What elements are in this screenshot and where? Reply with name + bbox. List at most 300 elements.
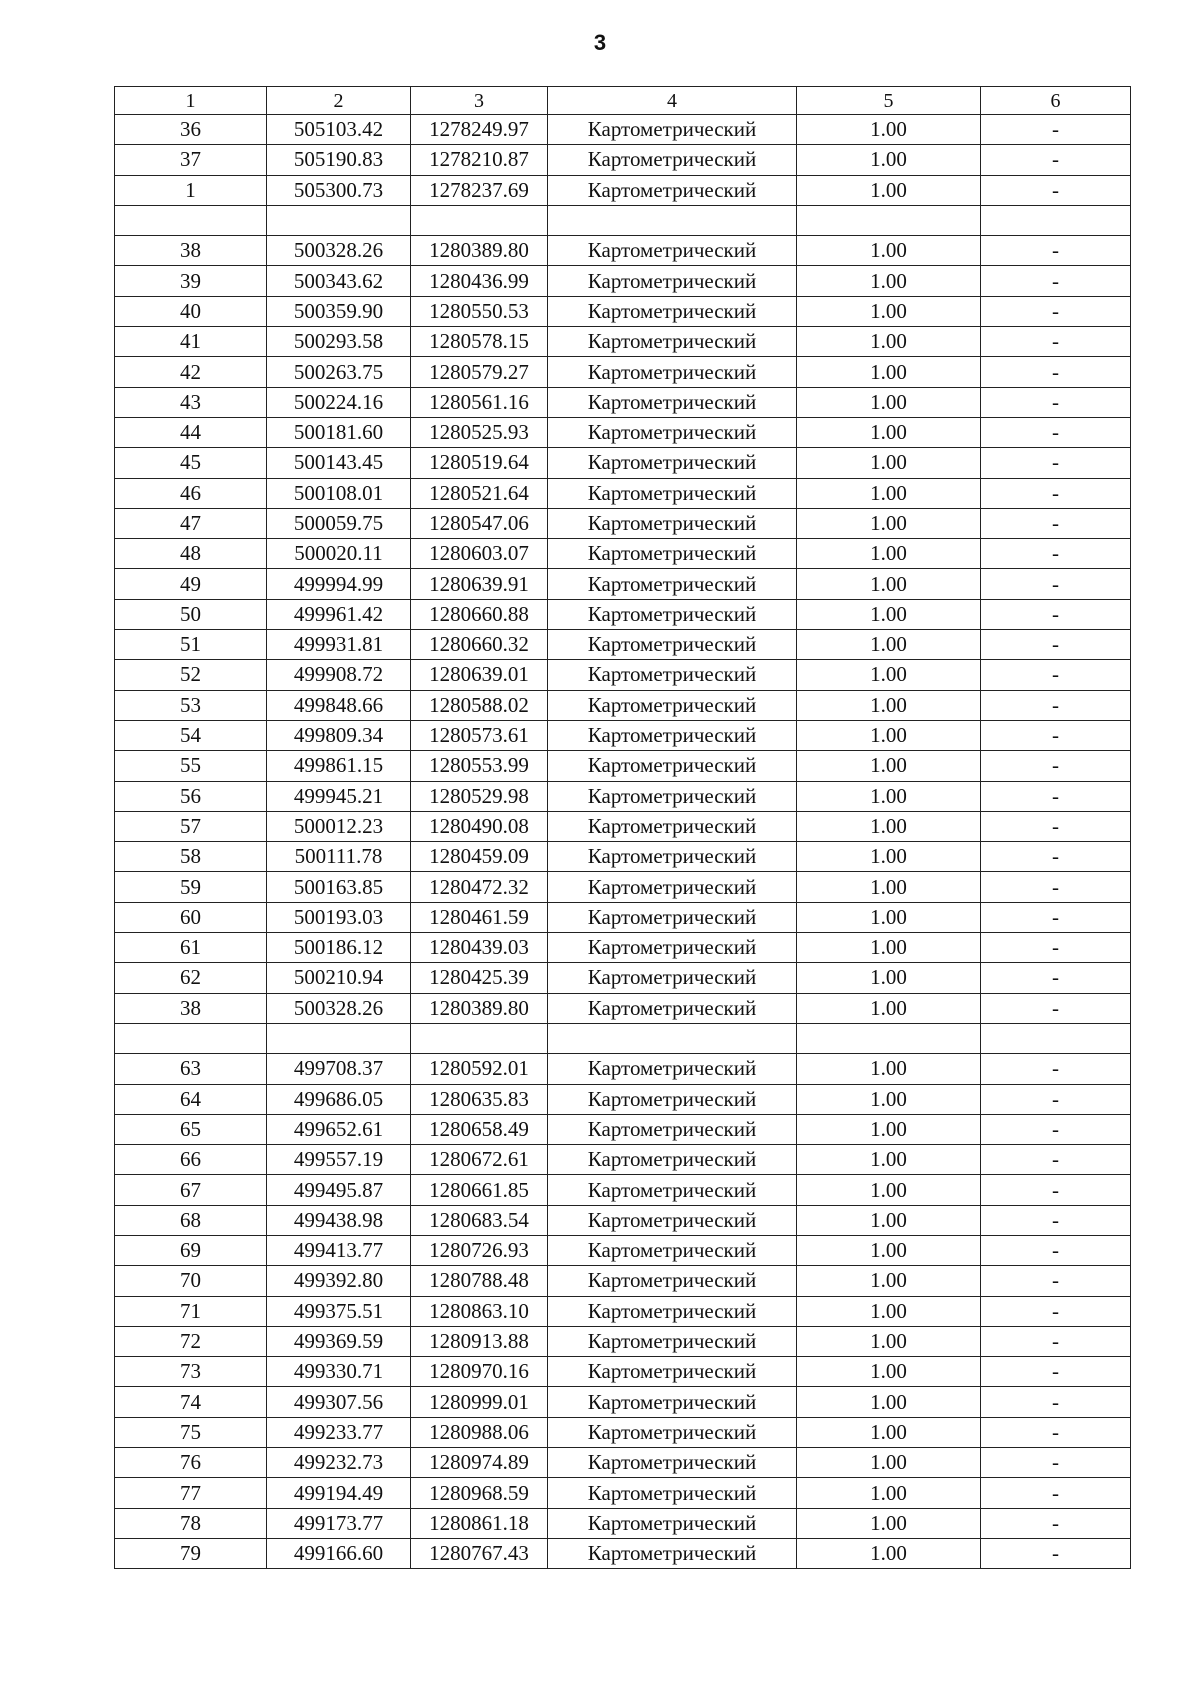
note-cell: - [981,1387,1131,1417]
method-cell: Картометрический [548,1235,797,1265]
method-cell: Картометрический [548,1175,797,1205]
accuracy-cell: 1.00 [797,357,981,387]
accuracy-cell: 1.00 [797,933,981,963]
y-coordinate-cell [411,205,548,235]
note-cell: - [981,296,1131,326]
method-cell: Картометрический [548,357,797,387]
accuracy-cell: 1.00 [797,1266,981,1296]
note-cell: - [981,1417,1131,1447]
note-cell: - [981,660,1131,690]
y-coordinate-cell: 1280472.32 [411,872,548,902]
accuracy-cell: 1.00 [797,781,981,811]
x-coordinate-cell: 499173.77 [267,1508,411,1538]
separator-row [115,1023,1131,1053]
table-row [115,1538,1131,1568]
x-coordinate-cell: 499931.81 [267,630,411,660]
point-number-cell: 38 [115,993,267,1023]
y-coordinate-cell: 1280639.91 [411,569,548,599]
y-coordinate-cell: 1280603.07 [411,539,548,569]
accuracy-cell: 1.00 [797,902,981,932]
point-number-cell: 63 [115,1054,267,1084]
note-cell: - [981,1205,1131,1235]
table-row [115,1478,1131,1508]
method-cell: Картометрический [548,1417,797,1447]
x-coordinate-cell: 500181.60 [267,417,411,447]
point-number-cell: 46 [115,478,267,508]
note-cell: - [981,933,1131,963]
note-cell: - [981,1357,1131,1387]
y-coordinate-cell: 1280519.64 [411,448,548,478]
y-coordinate-cell: 1280658.49 [411,1114,548,1144]
accuracy-cell: 1.00 [797,1417,981,1447]
point-number-cell: 55 [115,751,267,781]
note-cell: - [981,1326,1131,1356]
method-cell: Картометрический [548,539,797,569]
x-coordinate-cell: 499708.37 [267,1054,411,1084]
y-coordinate-cell: 1280672.61 [411,1145,548,1175]
note-cell: - [981,1296,1131,1326]
table-row [115,1266,1131,1296]
x-coordinate-cell: 499307.56 [267,1387,411,1417]
accuracy-cell [797,205,981,235]
x-coordinate-cell: 499495.87 [267,1175,411,1205]
x-coordinate-cell: 499994.99 [267,569,411,599]
note-cell: - [981,811,1131,841]
y-coordinate-cell: 1280988.06 [411,1417,548,1447]
table-row [115,690,1131,720]
column-header: 5 [797,87,981,115]
accuracy-cell: 1.00 [797,1235,981,1265]
x-coordinate-cell: 500210.94 [267,963,411,993]
table-row [115,357,1131,387]
note-cell: - [981,902,1131,932]
y-coordinate-cell: 1280660.88 [411,599,548,629]
accuracy-cell: 1.00 [797,508,981,538]
note-cell: - [981,630,1131,660]
column-header: 1 [115,87,267,115]
point-number-cell: 67 [115,1175,267,1205]
point-number-cell: 65 [115,1114,267,1144]
y-coordinate-cell: 1280767.43 [411,1538,548,1568]
note-cell: - [981,993,1131,1023]
point-number-cell: 69 [115,1235,267,1265]
table-row [115,1114,1131,1144]
point-number-cell: 40 [115,296,267,326]
x-coordinate-cell: 499166.60 [267,1538,411,1568]
note-cell: - [981,720,1131,750]
table-row [115,1326,1131,1356]
note-cell: - [981,1538,1131,1568]
y-coordinate-cell: 1280439.03 [411,933,548,963]
column-header: 3 [411,87,548,115]
accuracy-cell: 1.00 [797,720,981,750]
accuracy-cell: 1.00 [797,236,981,266]
x-coordinate-cell: 499961.42 [267,599,411,629]
table-row [115,660,1131,690]
accuracy-cell: 1.00 [797,1508,981,1538]
point-number-cell: 54 [115,720,267,750]
method-cell: Картометрический [548,963,797,993]
note-cell: - [981,448,1131,478]
method-cell: Картометрический [548,266,797,296]
note-cell: - [981,842,1131,872]
note-cell: - [981,1266,1131,1296]
point-number-cell: 58 [115,842,267,872]
y-coordinate-cell: 1280788.48 [411,1266,548,1296]
method-cell: Картометрический [548,599,797,629]
y-coordinate-cell: 1280550.53 [411,296,548,326]
note-cell [981,205,1131,235]
table-row [115,478,1131,508]
accuracy-cell: 1.00 [797,478,981,508]
note-cell: - [981,1508,1131,1538]
point-number-cell: 49 [115,569,267,599]
note-cell: - [981,569,1131,599]
x-coordinate-cell: 500012.23 [267,811,411,841]
x-coordinate-cell: 499861.15 [267,751,411,781]
accuracy-cell: 1.00 [797,1175,981,1205]
note-cell: - [981,236,1131,266]
x-coordinate-cell: 500163.85 [267,872,411,902]
table-row [115,417,1131,447]
accuracy-cell: 1.00 [797,1084,981,1114]
method-cell: Картометрический [548,933,797,963]
point-number-cell: 76 [115,1448,267,1478]
method-cell: Картометрический [548,1114,797,1144]
x-coordinate-cell: 500193.03 [267,902,411,932]
table-row [115,811,1131,841]
method-cell: Картометрический [548,842,797,872]
y-coordinate-cell: 1280459.09 [411,842,548,872]
method-cell: Картометрический [548,1205,797,1235]
note-cell: - [981,508,1131,538]
page-number: 3 [593,30,607,55]
table-row [115,266,1131,296]
accuracy-cell: 1.00 [797,1205,981,1235]
note-cell: - [981,1054,1131,1084]
accuracy-cell: 1.00 [797,660,981,690]
accuracy-cell: 1.00 [797,1538,981,1568]
table-body [115,87,1131,1569]
x-coordinate-cell: 499848.66 [267,690,411,720]
accuracy-cell: 1.00 [797,448,981,478]
table-row [115,872,1131,902]
method-cell: Картометрический [548,1448,797,1478]
note-cell: - [981,266,1131,296]
x-coordinate-cell: 499945.21 [267,781,411,811]
method-cell: Картометрический [548,569,797,599]
y-coordinate-cell [411,1023,548,1053]
table-row [115,963,1131,993]
y-coordinate-cell: 1280579.27 [411,357,548,387]
table-row [115,1387,1131,1417]
method-cell: Картометрический [548,387,797,417]
point-number-cell: 60 [115,902,267,932]
accuracy-cell: 1.00 [797,175,981,205]
note-cell [981,1023,1131,1053]
method-cell: Картометрический [548,1296,797,1326]
point-number-cell: 1 [115,175,267,205]
x-coordinate-cell: 500108.01 [267,478,411,508]
x-coordinate-cell: 499194.49 [267,1478,411,1508]
y-coordinate-cell: 1280968.59 [411,1478,548,1508]
accuracy-cell: 1.00 [797,872,981,902]
point-number-cell: 79 [115,1538,267,1568]
note-cell: - [981,1114,1131,1144]
y-coordinate-cell: 1280970.16 [411,1357,548,1387]
accuracy-cell: 1.00 [797,599,981,629]
y-coordinate-cell: 1280561.16 [411,387,548,417]
accuracy-cell [797,1023,981,1053]
method-cell: Картометрический [548,720,797,750]
y-coordinate-cell: 1280521.64 [411,478,548,508]
table-row [115,933,1131,963]
coordinates-table [114,86,1131,1569]
accuracy-cell: 1.00 [797,993,981,1023]
point-number-cell: 78 [115,1508,267,1538]
x-coordinate-cell: 499392.80 [267,1266,411,1296]
method-cell: Картометрический [548,327,797,357]
accuracy-cell: 1.00 [797,539,981,569]
method-cell: Картометрический [548,1478,797,1508]
method-cell: Картометрический [548,902,797,932]
accuracy-cell: 1.00 [797,842,981,872]
note-cell: - [981,751,1131,781]
method-cell: Картометрический [548,417,797,447]
y-coordinate-cell: 1280578.15 [411,327,548,357]
y-coordinate-cell: 1280639.01 [411,660,548,690]
accuracy-cell: 1.00 [797,690,981,720]
table-row [115,236,1131,266]
note-cell: - [981,417,1131,447]
point-number-cell: 62 [115,963,267,993]
y-coordinate-cell: 1280683.54 [411,1205,548,1235]
table-row [115,902,1131,932]
x-coordinate-cell: 499375.51 [267,1296,411,1326]
table-row [115,448,1131,478]
accuracy-cell: 1.00 [797,811,981,841]
y-coordinate-cell: 1280389.80 [411,236,548,266]
x-coordinate-cell: 499908.72 [267,660,411,690]
note-cell: - [981,1448,1131,1478]
method-cell [548,205,797,235]
point-number-cell: 61 [115,933,267,963]
point-number-cell: 53 [115,690,267,720]
note-cell: - [981,1145,1131,1175]
y-coordinate-cell: 1280425.39 [411,963,548,993]
x-coordinate-cell: 499232.73 [267,1448,411,1478]
table-row [115,1205,1131,1235]
method-cell: Картометрический [548,660,797,690]
accuracy-cell: 1.00 [797,569,981,599]
table-header-row [115,87,1131,115]
point-number-cell: 74 [115,1387,267,1417]
accuracy-cell: 1.00 [797,963,981,993]
note-cell: - [981,387,1131,417]
point-number-cell: 77 [115,1478,267,1508]
table-row [115,1175,1131,1205]
y-coordinate-cell: 1280529.98 [411,781,548,811]
note-cell: - [981,175,1131,205]
point-number-cell: 73 [115,1357,267,1387]
accuracy-cell: 1.00 [797,327,981,357]
point-number-cell: 48 [115,539,267,569]
x-coordinate-cell: 499233.77 [267,1417,411,1447]
accuracy-cell: 1.00 [797,387,981,417]
method-cell: Картометрический [548,508,797,538]
table-row [115,1235,1131,1265]
accuracy-cell: 1.00 [797,630,981,660]
note-cell: - [981,1478,1131,1508]
accuracy-cell: 1.00 [797,1296,981,1326]
table-row [115,599,1131,629]
x-coordinate-cell: 500328.26 [267,236,411,266]
column-header: 2 [267,87,411,115]
table-row [115,1448,1131,1478]
y-coordinate-cell: 1280913.88 [411,1326,548,1356]
method-cell: Картометрический [548,1357,797,1387]
y-coordinate-cell: 1280525.93 [411,417,548,447]
method-cell: Картометрический [548,145,797,175]
method-cell: Картометрический [548,1054,797,1084]
table-row [115,539,1131,569]
method-cell: Картометрический [548,236,797,266]
table-row [115,720,1131,750]
point-number-cell: 64 [115,1084,267,1114]
y-coordinate-cell: 1280553.99 [411,751,548,781]
method-cell: Картометрический [548,630,797,660]
method-cell: Картометрический [548,1508,797,1538]
note-cell: - [981,690,1131,720]
x-coordinate-cell: 499809.34 [267,720,411,750]
point-number-cell: 72 [115,1326,267,1356]
y-coordinate-cell: 1280660.32 [411,630,548,660]
x-coordinate-cell: 500328.26 [267,993,411,1023]
table-row [115,508,1131,538]
table-row [115,1508,1131,1538]
method-cell [548,1023,797,1053]
method-cell: Картометрический [548,1326,797,1356]
note-cell: - [981,599,1131,629]
table-row [115,145,1131,175]
point-number-cell: 36 [115,115,267,145]
table-row [115,327,1131,357]
column-header: 4 [548,87,797,115]
table-row [115,175,1131,205]
note-cell: - [981,1084,1131,1114]
table-row [115,1084,1131,1114]
note-cell: - [981,781,1131,811]
x-coordinate-cell: 500359.90 [267,296,411,326]
note-cell: - [981,145,1131,175]
x-coordinate-cell: 505300.73 [267,175,411,205]
y-coordinate-cell: 1278210.87 [411,145,548,175]
method-cell: Картометрический [548,1266,797,1296]
method-cell: Картометрический [548,1145,797,1175]
method-cell: Картометрический [548,993,797,1023]
accuracy-cell: 1.00 [797,266,981,296]
table-row [115,751,1131,781]
note-cell: - [981,115,1131,145]
x-coordinate-cell: 499652.61 [267,1114,411,1144]
y-coordinate-cell: 1280588.02 [411,690,548,720]
method-cell: Картометрический [548,811,797,841]
method-cell: Картометрический [548,448,797,478]
y-coordinate-cell: 1280974.89 [411,1448,548,1478]
table-row [115,1054,1131,1084]
method-cell: Картометрический [548,872,797,902]
method-cell: Картометрический [548,296,797,326]
x-coordinate-cell: 505190.83 [267,145,411,175]
x-coordinate-cell: 499438.98 [267,1205,411,1235]
method-cell: Картометрический [548,690,797,720]
accuracy-cell: 1.00 [797,1387,981,1417]
table-row [115,296,1131,326]
x-coordinate-cell: 500020.11 [267,539,411,569]
method-cell: Картометрический [548,1538,797,1568]
x-coordinate-cell: 500143.45 [267,448,411,478]
y-coordinate-cell: 1280547.06 [411,508,548,538]
y-coordinate-cell: 1280389.80 [411,993,548,1023]
point-number-cell: 70 [115,1266,267,1296]
y-coordinate-cell: 1280861.18 [411,1508,548,1538]
table-row [115,1296,1131,1326]
method-cell: Картометрический [548,1084,797,1114]
x-coordinate-cell: 500059.75 [267,508,411,538]
table-row [115,1417,1131,1447]
accuracy-cell: 1.00 [797,296,981,326]
accuracy-cell: 1.00 [797,1054,981,1084]
table-row [115,842,1131,872]
x-coordinate-cell: 499369.59 [267,1326,411,1356]
column-header: 6 [981,87,1131,115]
x-coordinate-cell: 505103.42 [267,115,411,145]
note-cell: - [981,478,1131,508]
table-row [115,630,1131,660]
y-coordinate-cell: 1278237.69 [411,175,548,205]
point-number-cell: 66 [115,1145,267,1175]
separator-row [115,205,1131,235]
x-coordinate-cell: 500111.78 [267,842,411,872]
accuracy-cell: 1.00 [797,751,981,781]
method-cell: Картометрический [548,175,797,205]
accuracy-cell: 1.00 [797,1326,981,1356]
y-coordinate-cell: 1280863.10 [411,1296,548,1326]
note-cell: - [981,963,1131,993]
y-coordinate-cell: 1280661.85 [411,1175,548,1205]
x-coordinate-cell: 499686.05 [267,1084,411,1114]
method-cell: Картометрический [548,781,797,811]
point-number-cell: 50 [115,599,267,629]
note-cell: - [981,1235,1131,1265]
point-number-cell: 44 [115,417,267,447]
point-number-cell: 37 [115,145,267,175]
table-row [115,993,1131,1023]
y-coordinate-cell: 1280461.59 [411,902,548,932]
point-number-cell: 68 [115,1205,267,1235]
point-number-cell: 39 [115,266,267,296]
point-number-cell: 59 [115,872,267,902]
point-number-cell: 47 [115,508,267,538]
note-cell: - [981,327,1131,357]
point-number-cell: 52 [115,660,267,690]
point-number-cell: 43 [115,387,267,417]
table-row [115,569,1131,599]
point-number-cell: 51 [115,630,267,660]
x-coordinate-cell: 499330.71 [267,1357,411,1387]
table-row [115,115,1131,145]
y-coordinate-cell: 1280573.61 [411,720,548,750]
